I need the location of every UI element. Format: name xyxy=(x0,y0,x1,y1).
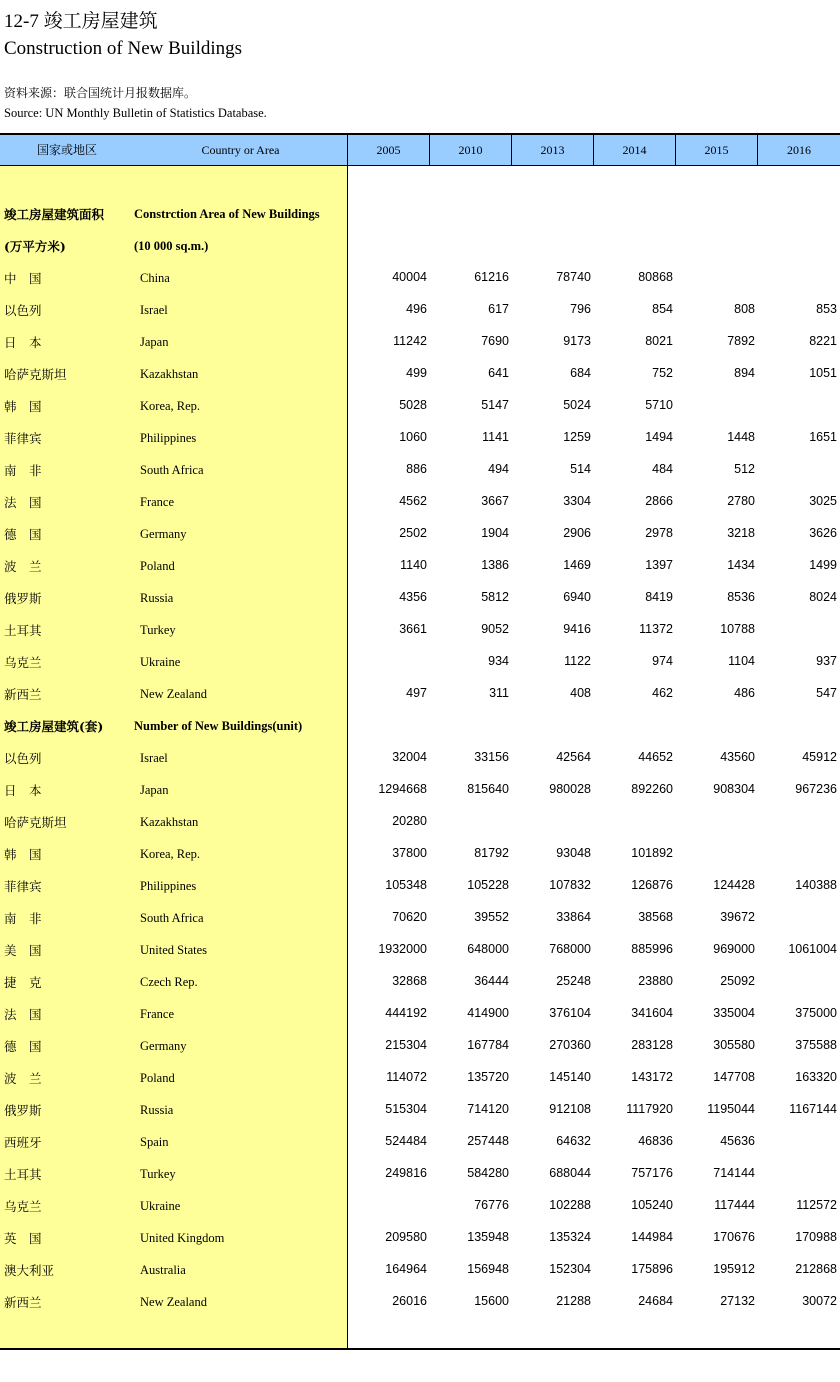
value-cell: 714120 xyxy=(467,1102,509,1116)
table-row xyxy=(0,870,840,902)
value-cell: 494 xyxy=(488,462,509,476)
country-name-cn: 新西兰 xyxy=(4,1295,42,1310)
value-cell: 37800 xyxy=(392,846,427,860)
country-name-cn: 俄罗斯 xyxy=(4,1103,42,1118)
country-name-cn: 澳大利亚 xyxy=(4,1263,55,1278)
header-year-2010: 2010 xyxy=(458,143,483,157)
country-name-en: South Africa xyxy=(140,911,204,925)
table-row xyxy=(0,550,840,582)
value-cell: 11242 xyxy=(393,334,427,348)
value-cell: 270360 xyxy=(549,1038,591,1052)
country-name-cn: 南 非 xyxy=(4,911,42,926)
value-cell: 81792 xyxy=(474,846,509,860)
country-name-en: Russia xyxy=(140,591,174,605)
value-cell: 15600 xyxy=(474,1294,509,1308)
value-cell: 688044 xyxy=(549,1166,591,1180)
table-row xyxy=(0,614,840,646)
value-cell: 45636 xyxy=(720,1134,755,1148)
value-cell: 7892 xyxy=(727,334,755,348)
country-name-en: United States xyxy=(140,943,208,957)
value-cell: 514 xyxy=(570,462,591,476)
value-cell: 135948 xyxy=(467,1230,509,1244)
value-cell: 257448 xyxy=(467,1134,509,1148)
value-cell: 114072 xyxy=(386,1070,427,1084)
value-cell: 8419 xyxy=(645,590,673,604)
value-cell: 1494 xyxy=(645,430,673,444)
country-name-cn: 日 本 xyxy=(4,783,42,798)
value-cell: 33864 xyxy=(556,910,591,924)
table-row xyxy=(0,1158,840,1190)
table-row xyxy=(0,486,840,518)
country-name-en: Germany xyxy=(140,1039,187,1053)
table-row xyxy=(0,646,840,678)
country-name-cn: 德 国 xyxy=(4,527,42,542)
value-cell: 135324 xyxy=(549,1230,591,1244)
value-cell: 462 xyxy=(652,686,673,700)
country-name-cn: 波 兰 xyxy=(4,1071,42,1086)
country-name-en: New Zealand xyxy=(140,687,207,701)
country-name-cn: 哈萨克斯坦 xyxy=(4,367,67,382)
country-name-cn: 南 非 xyxy=(4,463,42,478)
value-cell: 853 xyxy=(816,302,837,316)
table-row xyxy=(0,774,840,806)
value-cell: 44652 xyxy=(638,750,673,764)
country-name-en: United Kingdom xyxy=(140,1231,225,1245)
value-cell: 170676 xyxy=(713,1230,755,1244)
country-name-en: New Zealand xyxy=(140,1295,207,1309)
country-name-cn: 韩 国 xyxy=(4,399,42,414)
value-cell: 209580 xyxy=(385,1230,427,1244)
value-cell: 8021 xyxy=(645,334,673,348)
value-cell: 967236 xyxy=(795,782,837,796)
value-cell: 3218 xyxy=(727,526,755,540)
country-name-en: Korea, Rep. xyxy=(140,399,201,413)
source-note-cn: 资料来源：联合国统计月报数据库。 xyxy=(4,86,197,100)
value-cell: 512 xyxy=(734,462,755,476)
value-cell: 36444 xyxy=(474,974,509,988)
page-title-cn: 12-7 竣工房屋建筑 xyxy=(4,11,158,32)
value-cell: 1060 xyxy=(399,430,427,444)
value-cell: 105228 xyxy=(467,878,509,892)
value-cell: 21288 xyxy=(556,1294,591,1308)
value-cell: 78740 xyxy=(556,270,591,284)
value-cell: 375000 xyxy=(795,1006,837,1020)
source-note-en: Source: UN Monthly Bulletin of Statistics Database. xyxy=(4,106,267,120)
value-cell: 167784 xyxy=(467,1038,509,1052)
section-title-en: Constrction Area of New Buildings xyxy=(134,207,320,221)
country-name-cn: 新西兰 xyxy=(4,687,42,702)
country-name-en: Japan xyxy=(140,335,169,349)
value-cell: 8536 xyxy=(727,590,755,604)
country-name-en: Poland xyxy=(140,1071,175,1085)
value-cell: 757176 xyxy=(631,1166,673,1180)
value-cell: 934 xyxy=(488,654,509,668)
value-cell: 854 xyxy=(652,302,673,316)
value-cell: 64632 xyxy=(556,1134,591,1148)
value-cell: 39672 xyxy=(720,910,755,924)
value-cell: 2978 xyxy=(645,526,673,540)
value-cell: 1469 xyxy=(563,558,591,572)
value-cell: 1259 xyxy=(563,430,591,444)
table-row xyxy=(0,358,840,390)
country-name-en: Czech Rep. xyxy=(140,975,198,989)
table-row xyxy=(0,966,840,998)
section-title-cn: 竣工房屋建筑(套) xyxy=(4,719,104,734)
value-cell: 10788 xyxy=(720,622,755,636)
country-name-cn: 以色列 xyxy=(4,751,42,766)
section-title-en: Number of New Buildings(unit) xyxy=(134,719,303,733)
country-name-cn: 中 国 xyxy=(4,271,42,286)
value-cell: 1651 xyxy=(809,430,837,444)
value-cell: 980028 xyxy=(549,782,591,796)
value-cell: 107832 xyxy=(549,878,591,892)
value-cell: 46836 xyxy=(638,1134,673,1148)
country-name-en: Germany xyxy=(140,527,187,541)
value-cell: 1386 xyxy=(481,558,509,572)
country-name-cn: 俄罗斯 xyxy=(4,591,42,606)
value-cell: 937 xyxy=(816,654,837,668)
value-cell: 515304 xyxy=(385,1102,427,1116)
value-cell: 117444 xyxy=(714,1198,755,1212)
value-cell: 1499 xyxy=(809,558,837,572)
value-cell: 3304 xyxy=(563,494,591,508)
value-cell: 1117920 xyxy=(626,1102,673,1116)
country-name-cn: 捷 克 xyxy=(4,975,42,990)
country-name-cn: 法 国 xyxy=(4,495,42,510)
value-cell: 684 xyxy=(570,366,591,380)
country-name-en: Australia xyxy=(140,1263,186,1277)
value-cell: 768000 xyxy=(549,942,591,956)
value-cell: 796 xyxy=(570,302,591,316)
country-name-en: Poland xyxy=(140,559,175,573)
value-cell: 32004 xyxy=(392,750,427,764)
table-row xyxy=(0,1062,840,1094)
value-cell: 163320 xyxy=(795,1070,837,1084)
country-name-en: Philippines xyxy=(140,431,197,445)
country-name-cn: 波 兰 xyxy=(4,559,42,574)
value-cell: 3626 xyxy=(809,526,837,540)
value-cell: 1104 xyxy=(728,654,755,668)
header-year-2015: 2015 xyxy=(704,143,729,157)
value-cell: 1122 xyxy=(564,654,591,668)
value-cell: 105348 xyxy=(385,878,427,892)
country-name-en: Spain xyxy=(140,1135,169,1149)
table-row xyxy=(0,390,840,422)
section-title-cn: (万平方米) xyxy=(4,239,66,254)
header-year-2005: 2005 xyxy=(376,143,401,157)
value-cell: 341604 xyxy=(631,1006,673,1020)
country-name-en: Korea, Rep. xyxy=(140,847,201,861)
country-name-cn: 西班牙 xyxy=(4,1135,42,1150)
value-cell: 408 xyxy=(570,686,591,700)
table-row xyxy=(0,1190,840,1222)
value-cell: 908304 xyxy=(713,782,755,796)
value-cell: 76776 xyxy=(474,1198,509,1212)
value-cell: 33156 xyxy=(474,750,509,764)
value-cell: 524484 xyxy=(385,1134,427,1148)
value-cell: 484 xyxy=(652,462,673,476)
value-cell: 9052 xyxy=(481,622,509,636)
value-cell: 2502 xyxy=(399,526,427,540)
value-cell: 40004 xyxy=(392,270,427,284)
value-cell: 1932000 xyxy=(378,942,427,956)
table-row xyxy=(0,1286,840,1318)
value-cell: 112572 xyxy=(796,1198,837,1212)
country-name-cn: 日 本 xyxy=(4,335,42,350)
value-cell: 23880 xyxy=(638,974,673,988)
country-name-en: Israel xyxy=(140,303,168,317)
value-cell: 444192 xyxy=(385,1006,427,1020)
country-name-cn: 法 国 xyxy=(4,1007,42,1022)
value-cell: 215304 xyxy=(385,1038,427,1052)
table-row xyxy=(0,1254,840,1286)
table-row xyxy=(0,326,840,358)
value-cell: 11372 xyxy=(639,622,673,636)
country-name-cn: 哈萨克斯坦 xyxy=(4,815,67,830)
country-name-en: Israel xyxy=(140,751,168,765)
value-cell: 3667 xyxy=(481,494,509,508)
section-title-cn: 竣工房屋建筑面积 xyxy=(4,207,105,222)
table-row xyxy=(0,1030,840,1062)
country-name-en: Kazakhstan xyxy=(140,367,199,381)
country-name-en: Japan xyxy=(140,783,169,797)
country-name-cn: 乌克兰 xyxy=(4,655,42,670)
value-cell: 2906 xyxy=(563,526,591,540)
value-cell: 617 xyxy=(488,302,509,316)
value-cell: 969000 xyxy=(713,942,755,956)
table-row xyxy=(0,582,840,614)
value-cell: 7690 xyxy=(481,334,509,348)
header-country-en: Country or Area xyxy=(201,143,280,157)
value-cell: 144984 xyxy=(631,1230,673,1244)
value-cell: 496 xyxy=(406,302,427,316)
value-cell: 4356 xyxy=(399,590,427,604)
value-cell: 311 xyxy=(489,686,509,700)
value-cell: 1904 xyxy=(481,526,509,540)
table-row xyxy=(0,294,840,326)
value-cell: 8221 xyxy=(809,334,837,348)
country-name-en: Turkey xyxy=(140,1167,176,1181)
country-name-en: South Africa xyxy=(140,463,204,477)
value-cell: 93048 xyxy=(556,846,591,860)
country-name-en: Philippines xyxy=(140,879,197,893)
header-year-2014: 2014 xyxy=(622,143,647,157)
country-name-en: Turkey xyxy=(140,623,176,637)
value-cell: 885996 xyxy=(631,942,673,956)
value-cell: 1397 xyxy=(645,558,673,572)
country-name-cn: 以色列 xyxy=(4,303,42,318)
value-cell: 70620 xyxy=(392,910,427,924)
table-row xyxy=(0,742,840,774)
country-name-cn: 乌克兰 xyxy=(4,1199,42,1214)
value-cell: 145140 xyxy=(549,1070,591,1084)
section-heading-row xyxy=(0,198,840,230)
country-name-cn: 土耳其 xyxy=(4,623,42,638)
value-cell: 499 xyxy=(406,366,427,380)
bottom-rule xyxy=(0,1348,840,1350)
value-cell: 414900 xyxy=(467,1006,509,1020)
value-cell: 9416 xyxy=(563,622,591,636)
value-cell: 175896 xyxy=(631,1262,673,1276)
value-cell: 2780 xyxy=(727,494,755,508)
value-cell: 101892 xyxy=(631,846,673,860)
value-cell: 4562 xyxy=(399,494,427,508)
value-cell: 497 xyxy=(406,686,427,700)
value-cell: 1448 xyxy=(727,430,755,444)
table-row xyxy=(0,678,840,710)
value-cell: 102288 xyxy=(549,1198,591,1212)
value-cell: 20280 xyxy=(392,814,427,828)
value-cell: 143172 xyxy=(631,1070,673,1084)
value-cell: 283128 xyxy=(631,1038,673,1052)
value-cell: 25248 xyxy=(556,974,591,988)
value-cell: 140388 xyxy=(795,878,837,892)
value-cell: 1051 xyxy=(809,366,837,380)
value-cell: 147708 xyxy=(713,1070,755,1084)
country-name-cn: 菲律宾 xyxy=(4,431,42,446)
value-cell: 105240 xyxy=(631,1198,673,1212)
value-cell: 26016 xyxy=(392,1294,427,1308)
header-year-2013: 2013 xyxy=(540,143,565,157)
country-name-cn: 美 国 xyxy=(4,943,42,958)
table-row xyxy=(0,262,840,294)
value-cell: 32868 xyxy=(392,974,427,988)
value-cell: 195912 xyxy=(713,1262,755,1276)
value-cell: 1167144 xyxy=(789,1102,837,1116)
table-header xyxy=(0,135,840,166)
table-row xyxy=(0,1094,840,1126)
country-name-en: France xyxy=(140,1007,175,1021)
value-cell: 212868 xyxy=(795,1262,837,1276)
section-heading-row xyxy=(0,710,840,742)
country-name-cn: 土耳其 xyxy=(4,1167,42,1182)
table-row xyxy=(0,518,840,550)
value-cell: 61216 xyxy=(474,270,509,284)
value-cell: 3025 xyxy=(809,494,837,508)
value-cell: 6940 xyxy=(563,590,591,604)
country-name-en: Kazakhstan xyxy=(140,815,199,829)
value-cell: 1061004 xyxy=(788,942,837,956)
value-cell: 1141 xyxy=(482,430,509,444)
country-name-en: France xyxy=(140,495,175,509)
table-row xyxy=(0,806,840,838)
value-cell: 584280 xyxy=(467,1166,509,1180)
value-cell: 714144 xyxy=(713,1166,755,1180)
section-title-en: (10 000 sq.m.) xyxy=(134,239,209,253)
country-name-cn: 德 国 xyxy=(4,1039,42,1054)
value-cell: 25092 xyxy=(720,974,755,988)
value-cell: 5024 xyxy=(563,398,591,412)
value-cell: 974 xyxy=(652,654,673,668)
table-row xyxy=(0,934,840,966)
value-cell: 126876 xyxy=(631,878,673,892)
value-cell: 3661 xyxy=(399,622,427,636)
value-cell: 1195044 xyxy=(707,1102,755,1116)
value-cell: 38568 xyxy=(638,910,673,924)
table-row xyxy=(0,422,840,454)
value-cell: 912108 xyxy=(549,1102,591,1116)
country-name-en: Ukraine xyxy=(140,1199,181,1213)
value-cell: 8024 xyxy=(809,590,837,604)
section-heading-row xyxy=(0,230,840,262)
table-row xyxy=(0,838,840,870)
value-cell: 80868 xyxy=(638,270,673,284)
value-cell: 1140 xyxy=(400,558,427,572)
country-name-en: China xyxy=(140,271,170,285)
value-cell: 2866 xyxy=(645,494,673,508)
value-cell: 892260 xyxy=(631,782,673,796)
value-cell: 124428 xyxy=(713,878,755,892)
country-name-cn: 韩 国 xyxy=(4,847,42,862)
table-row xyxy=(0,1126,840,1158)
value-cell: 1434 xyxy=(727,558,755,572)
value-cell: 5147 xyxy=(481,398,509,412)
value-cell: 1294668 xyxy=(378,782,427,796)
value-cell: 24684 xyxy=(638,1294,673,1308)
value-cell: 5710 xyxy=(645,398,673,412)
header-country-cn: 国家或地区 xyxy=(36,143,97,157)
value-cell: 39552 xyxy=(474,910,509,924)
table-row xyxy=(0,1222,840,1254)
value-cell: 886 xyxy=(406,462,427,476)
value-cell: 547 xyxy=(816,686,837,700)
table-row xyxy=(0,998,840,1030)
country-name-cn: 英 国 xyxy=(4,1231,42,1246)
value-cell: 486 xyxy=(734,686,755,700)
value-cell: 808 xyxy=(734,302,755,316)
table-row xyxy=(0,454,840,486)
value-cell: 752 xyxy=(652,366,673,380)
value-cell: 156948 xyxy=(467,1262,509,1276)
value-cell: 5028 xyxy=(399,398,427,412)
value-cell: 164964 xyxy=(385,1262,427,1276)
value-cell: 170988 xyxy=(795,1230,837,1244)
value-cell: 9173 xyxy=(563,334,591,348)
value-cell: 249816 xyxy=(385,1166,427,1180)
value-cell: 815640 xyxy=(467,782,509,796)
table-row xyxy=(0,902,840,934)
value-cell: 641 xyxy=(488,366,509,380)
value-cell: 30072 xyxy=(802,1294,837,1308)
value-cell: 43560 xyxy=(720,750,755,764)
value-cell: 375588 xyxy=(795,1038,837,1052)
value-cell: 152304 xyxy=(549,1262,591,1276)
value-cell: 45912 xyxy=(802,750,837,764)
value-cell: 894 xyxy=(734,366,755,380)
value-cell: 135720 xyxy=(467,1070,509,1084)
header-year-2016: 2016 xyxy=(787,143,811,157)
country-name-cn: 菲律宾 xyxy=(4,879,42,894)
value-cell: 27132 xyxy=(720,1294,755,1308)
value-cell: 648000 xyxy=(467,942,509,956)
value-cell: 305580 xyxy=(713,1038,755,1052)
page-title-en: Construction of New Buildings xyxy=(4,38,243,59)
value-cell: 376104 xyxy=(549,1006,591,1020)
value-cell: 335004 xyxy=(713,1006,755,1020)
value-cell: 5812 xyxy=(481,590,509,604)
country-name-en: Ukraine xyxy=(140,655,181,669)
country-name-en: Russia xyxy=(140,1103,174,1117)
value-cell: 42564 xyxy=(556,750,591,764)
